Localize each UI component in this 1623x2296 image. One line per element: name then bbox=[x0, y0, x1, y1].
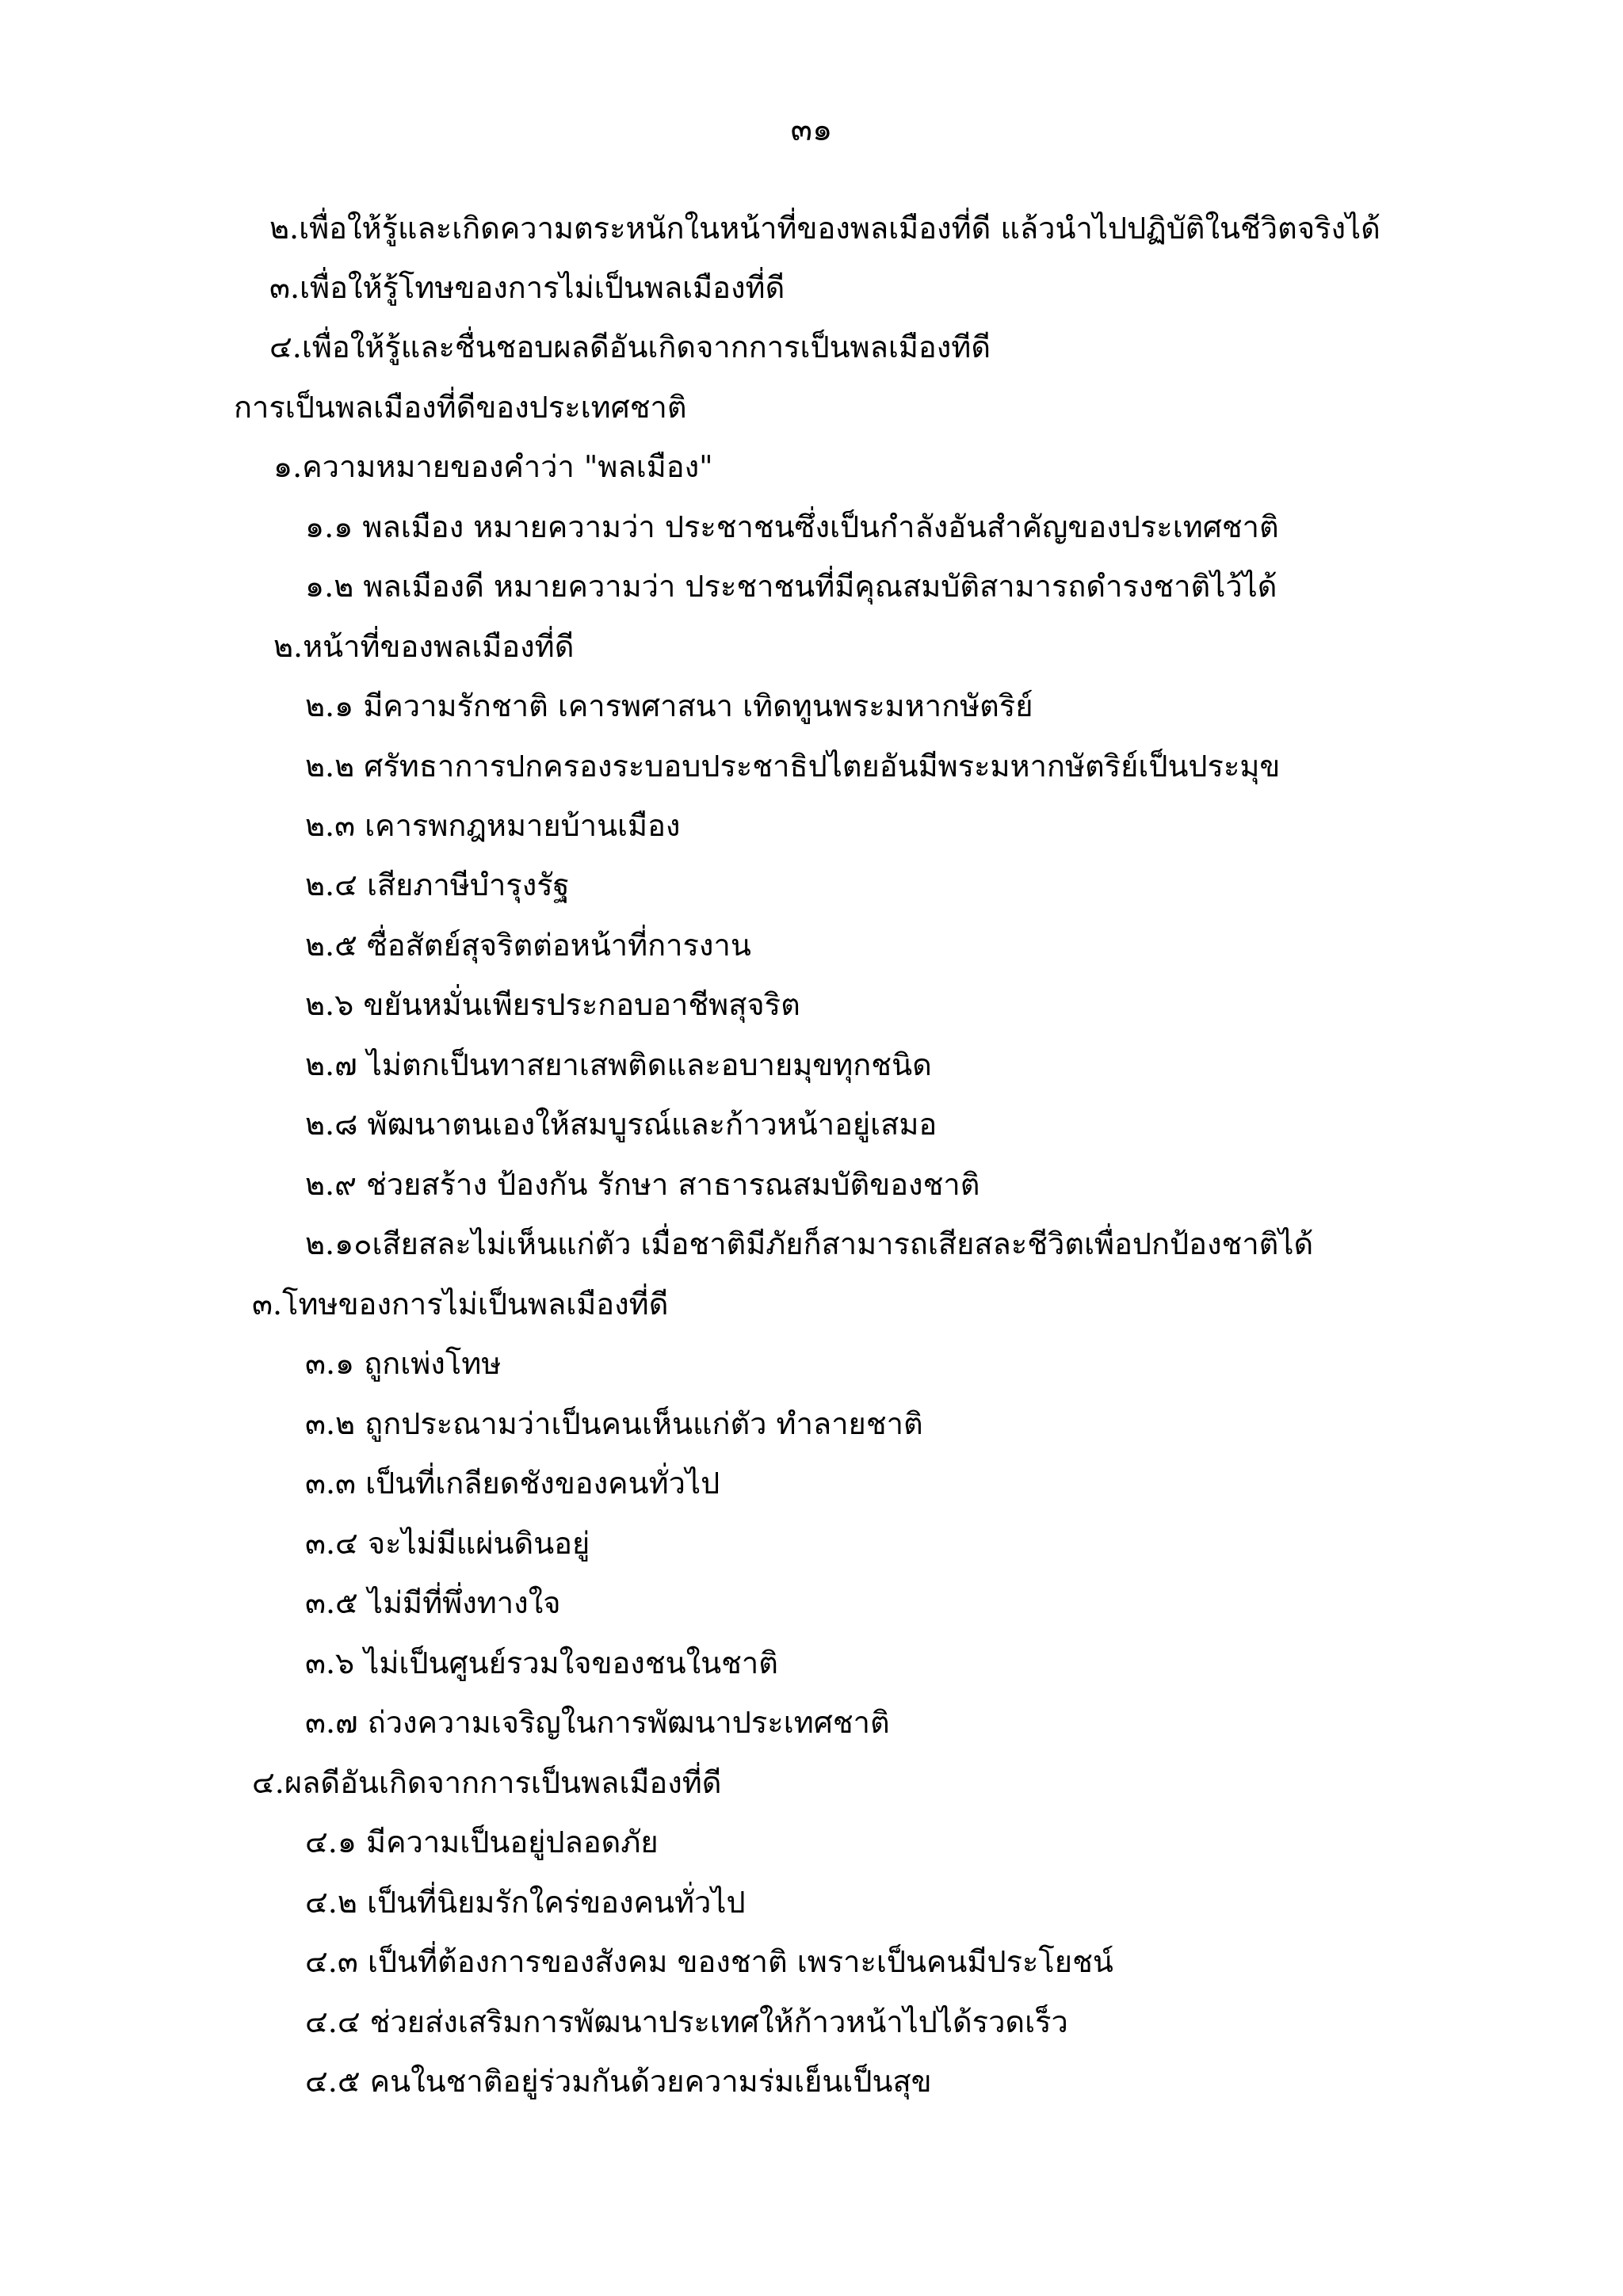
harm-item: ๓.๕ ไม่มีที่พึ่งทางใจ bbox=[305, 1585, 561, 1620]
meaning-item: ๑.๑ พลเมือง หมายความว่า ประชาชนซึ่งเป็นกำลังอันสำคัญของประเทศชาติ bbox=[305, 509, 1279, 544]
duties-heading: ๒.หน้าที่ของพลเมืองที่ดี bbox=[273, 629, 575, 664]
duty-item: ๒.๙ ช่วยสร้าง ป้องกัน รักษา สาธารณสมบัติของชาติ bbox=[305, 1167, 980, 1202]
duty-item: ๒.๗ ไม่ตกเป็นทาสยาเสพติดและอบายมุขทุกชนิด bbox=[305, 1047, 932, 1082]
harm-item: ๓.๔ จะไม่มีแผ่นดินอยู่ bbox=[305, 1526, 590, 1561]
harm-item: ๓.๗ ถ่วงความเจริญในการพัฒนาประเทศชาติ bbox=[305, 1705, 890, 1740]
duty-item: ๒.๑๐เสียสละไม่เห็นแก่ตัว เมื่อชาติมีภัยก็สามารถเสียสละชีวิตเพื่อปกป้องชาติได้ bbox=[305, 1226, 1314, 1261]
duty-item: ๒.๔ เสียภาษีบำรุงรัฐ bbox=[305, 868, 570, 902]
benefit-item: ๔.๑ มีความเป็นอยู่ปลอดภัย bbox=[305, 1825, 659, 1859]
objective-item: ๒.เพื่อให้รู้และเกิดความตระหนักในหน้าที่ของพลเมืองที่ดี แล้วนำไปปฏิบัติในชีวิตจริงได้ bbox=[269, 211, 1381, 246]
duty-item: ๒.๘ พัฒนาตนเองให้สมบูรณ์และก้าวหน้าอยู่เสมอ bbox=[305, 1107, 938, 1142]
duty-item: ๒.๓ เคารพกฎหมายบ้านเมือง bbox=[305, 808, 681, 843]
benefits-heading: ๔.ผลดีอันเกิดจากการเป็นพลเมืองที่ดี bbox=[252, 1765, 722, 1800]
benefit-item: ๔.๓ เป็นที่ต้องการของสังคม ของชาติ เพราะเป็นคนมีประโยชน์ bbox=[305, 1944, 1113, 1979]
harm-item: ๓.๑ ถูกเพ่งโทษ bbox=[305, 1346, 502, 1381]
duty-item: ๒.๖ ขยันหมั่นเพียรประกอบอาชีพสุจริต bbox=[305, 987, 800, 1022]
harm-item: ๓.๖ ไม่เป็นศูนย์รวมใจของชนในชาติ bbox=[305, 1646, 778, 1680]
section-heading: การเป็นพลเมืองที่ดีของประเทศชาติ bbox=[234, 390, 687, 425]
duty-item: ๒.๕ ซื่อสัตย์สุจริตต่อหน้าที่การงาน bbox=[305, 928, 751, 963]
benefit-item: ๔.๔ ช่วยส่งเสริมการพัฒนาประเทศให้ก้าวหน้าไปได้รวดเร็ว bbox=[305, 2004, 1068, 2039]
duty-item: ๒.๑ มีความรักชาติ เคารพศาสนา เทิดทูนพระมหากษัตริย์ bbox=[305, 688, 1033, 723]
duty-item: ๒.๒ ศรัทธาการปกครองระบอบประชาธิปไตยอันมีพระมหากษัตริย์เป็นประมุข bbox=[305, 749, 1281, 784]
benefit-item: ๔.๒ เป็นที่นิยมรักใคร่ของคนทั่วไป bbox=[305, 1885, 746, 1920]
harms-heading: ๓.โทษของการไม่เป็นพลเมืองที่ดี bbox=[252, 1287, 669, 1322]
page-number: ๓๑ bbox=[790, 112, 833, 148]
meaning-heading: ๑.ความหมายของคำว่า "พลเมือง" bbox=[273, 449, 713, 484]
harm-item: ๓.๓ เป็นที่เกลียดชังของคนทั่วไป bbox=[305, 1466, 720, 1501]
meaning-item: ๑.๒ พลเมืองดี หมายความว่า ประชาชนที่มีคุณสมบัติสามารถดำรงชาติไว้ได้ bbox=[305, 569, 1277, 604]
harm-item: ๓.๒ ถูกประณามว่าเป็นคนเห็นแก่ตัว ทำลายชาติ bbox=[305, 1406, 923, 1441]
objective-item: ๓.เพื่อให้รู้โทษของการไม่เป็นพลเมืองที่ดี bbox=[269, 270, 785, 305]
benefit-item: ๔.๕ คนในชาติอยู่ร่วมกันด้วยความร่มเย็นเป็นสุข bbox=[305, 2064, 932, 2099]
objective-item: ๔.เพื่อให้รู้และชื่นชอบผลดีอันเกิดจากการเป็นพลเมืองทีดี bbox=[269, 330, 991, 364]
